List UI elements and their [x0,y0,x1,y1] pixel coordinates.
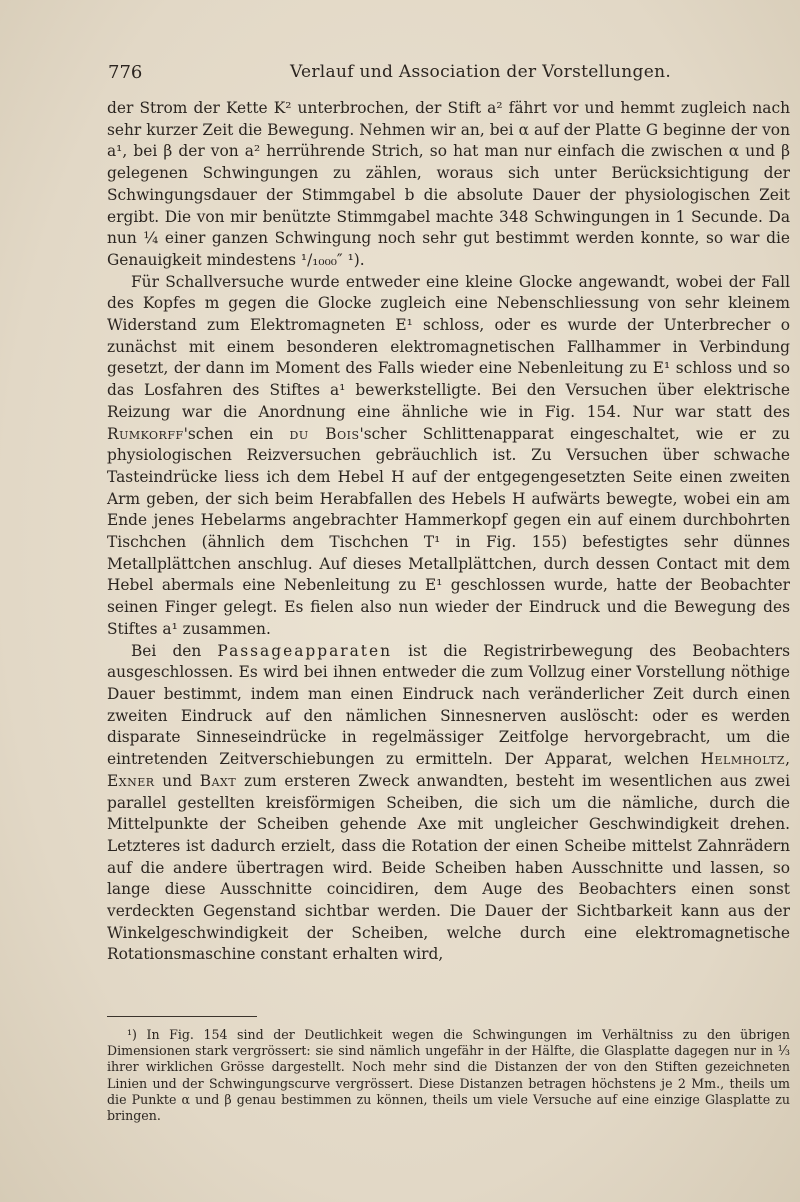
paragraph-3 [107,641,790,967]
page-header [108,62,782,86]
page-number: 776 [108,62,143,83]
paragraph-3-text-d: und [154,771,200,790]
author-name-baxt: Baxt [199,771,237,790]
spaced-term-passageapparaten: Passageapparaten [217,641,392,660]
footnote-rule [107,1016,257,1017]
paragraph-2 [107,272,790,641]
paragraph-3-text-b: ist die Registrirbewegung des Beobachters ausgeschlossen. Es wird bei ihnen entweder die zum Vollzug einer Vorstellung nöthige Dauer bestimmt, indem man einen Eindruck nach veränderlicher Zeit durch einen zweiten Eindruck auf den nämlichen Sinnesnerven auslöscht: oder es werden disparate Sinneseindrücke in regelmässiger Zeitfolge hervorgebracht, um die eintretenden Zeitverschiebungen zu ermitteln. Der Apparat, welchen [107,641,790,769]
footnote [107,1027,790,1124]
paragraph-3-text-a: Bei den [131,641,218,660]
paragraph-3-text-e: zum ersteren Zweck anwandten, besteht im wesentlichen aus zwei parallel gestellten kreisförmigen Scheiben, die sich um die nämliche, durch die Mittelpunkte der Scheiben gehende Axe mit ungleicher Geschwindigkeit drehen. Letzteres ist dadurch erzielt, dass die Rotation der einen Scheibe mittelst Zahnrädern auf die andere übertragen wird. Beide Scheiben haben Ausschnitte und lassen, so lange diese Ausschnitte coincidiren, dem Auge des Beobachters einen sonst verdeckten Gegenstand sichtbar werden. Die Dauer der Sichtbarkeit kann aus der Winkelgeschwindigkeit der Scheiben, welche durch eine elektromagnetische Rotationsmaschine constant erhalten wird, [107,771,791,964]
body-text [107,98,790,966]
paragraph-3-text-c: , [785,750,790,769]
paragraph-2-text-c: 'scher Schlittenapparat eingeschaltet, wie er zu physiologischen Reizversuchen gebräuchlich ist. Zu Versuchen über schwache Tasteindrücke liess ich dem Hebel H auf der entgegengesetzten Seite einen zweiten Arm geben, der sich beim Herabfallen des Hebels H aufwärts bewegte, wobei ein am Ende jenes Hebelarms angebrachter Hammerkopf gegen ein auf einem durchbohrten Tischchen (ähnlich dem Tischchen T¹ in Fig. 155) befestigtes sehr dünnes Metallplättchen anschlug. Auf dieses Metallplättchen, durch dessen Contact mit dem Hebel abermals eine Nebenleitung zu E¹ geschlossen wurde, hatte der Beobachter seinen Finger gelegt. Es fielen also nun wieder der Eindruck und die Bewegung des Stiftes a¹ zusammen. [107,424,790,638]
author-name-rumkorff: Rumkorff [107,424,184,443]
author-name-du-bois: du Bois [289,424,360,443]
author-name-helmholtz: Helmholtz [700,750,786,769]
paragraph-2-text-a: Für Schallversuche wurde entweder eine kleine Glocke angewandt, wobei der Fall des Kopfes m gegen die Glocke zugleich eine Nebenschliessung von sehr kleinem Widerstand zum Elektromagneten E¹ schloss, oder es wurde der Unterbrecher o zunächst mit einem besonderen elektromagnetischen Fallhammer in Verbindung gesetzt, der dann im Moment des Falls wieder eine Nebenleitung zu E¹ schloss und so das Losfahren des Stiftes a¹ bewerkstelligte. Bei den Versuchen über elektrische Reizung war die Anordnung eine ähnliche wie in Fig. 154. Nur war statt des [107,272,790,421]
footnote-text: ¹) In Fig. 154 sind der Deutlichkeit wegen die Schwingungen im Verhältniss zu den übrigen Dimensionen stark vergrössert: sie sind nämlich ungefähr in der Hälfte, die Glasplatte dagegen nur in ⅓ ihrer wirklichen Grösse dargestellt. Noch mehr sind die Distanzen der von den Stiften gezeichneten Linien und der Schwingungscurve vergrössert. Diese Distanzen betragen höchstens je 2 Mm., theils um die Punkte α und β genau bestimmen zu können, theils um viele Versuche auf eine einzige Glasplatte zu bringen. [107,1027,790,1124]
author-name-exner: Exner [107,771,155,790]
paragraph-2-text-b: 'schen ein [183,424,290,443]
paragraph-1: der Strom der Kette K² unterbrochen, der Stift a² fährt vor und hemmt zugleich nach sehr kurzer Zeit die Bewegung. Nehmen wir an, bei α auf der Platte G beginne der von a¹, bei β der von a² herrührende Strich, so hat man nur einfach die zwischen α und β gelegenen Schwingungen zu zählen, woraus sich unter Berücksichtigung der Schwingungsdauer der Stimmgabel b die absolute Dauer der physiologischen Zeit ergibt. Die von mir benützte Stimmgabel machte 348 Schwingungen in 1 Secunde. Da nun ¼ einer ganzen Schwingung noch sehr gut bestimmt werden konnte, so war die Genauigkeit mindestens ¹/₁₀₀₀″ ¹). [107,99,790,269]
running-title: Verlauf und Association der Vorstellungen. [290,62,672,82]
